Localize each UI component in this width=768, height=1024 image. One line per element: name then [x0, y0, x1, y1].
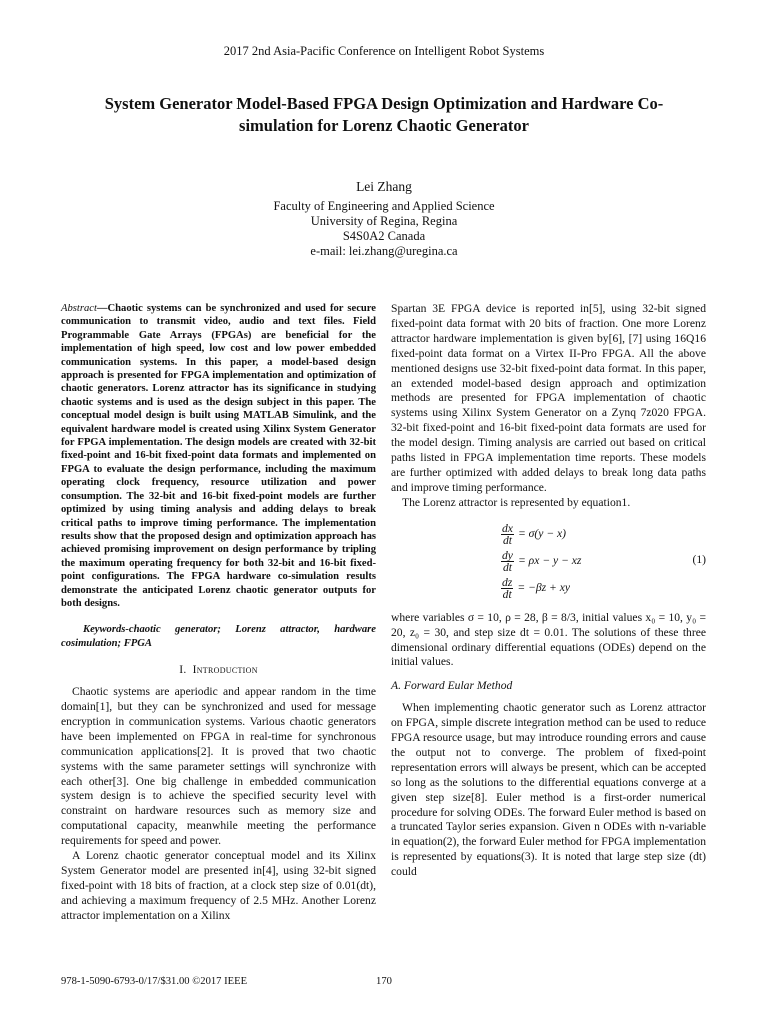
affiliation-postal: S4S0A2 Canada [342, 229, 426, 243]
derivative-denominator: dt [502, 587, 512, 601]
derivative-numerator: dx [502, 521, 513, 535]
subsection-heading: A. Forward Eular Method [391, 679, 513, 693]
right-paragraph-2: The Lorenz attractor is represented by equation1. [402, 495, 631, 509]
section-title: Introduction [192, 663, 258, 677]
derivative-dy-dt [501, 550, 514, 573]
derivative-denominator: dt [502, 533, 512, 547]
equation-number: (1) [692, 552, 706, 566]
derivative-numerator: dz [502, 575, 513, 589]
right-paragraph-4: When implementing chaotic generator such as Lorenz attractor on FPGA, simple discrete integration method can be used to reduce FPGA resource usage, but may introduce rounding errors and cause the output not to converge. The problem of fixed-point representation errors will always be present, which can be accepted so long as the solutions to the differential equations converge at a given step size[8]. Euler method is a first-order numerical procedure for solving ODEs. The forward Euler method is based on a truncated Taylor series expansion. Given n ODEs with n-variable in equation(2), the forward Euler method for FPGA implementation is represented by equations(3). It is noted that large step size (dt) could [391, 701, 706, 879]
author-name: Lei Zhang [356, 179, 412, 194]
abstract-text: Chaotic systems can be synchronized and used for secure communication to transmit video, audio and text files. Field Programmable Gate Arrays (FPGAs) are beneficial for the implementation of high speed, low cost and low power embedded communication systems. In this paper, a model-based design approach is presented for FPGA implementation and optimization of chaotic generators. Lorenz attractor has its significance in studying chaotic systems and is used as the design subject in this paper. The conceptual model design is built using MATLAB Simulink, and the equivalent hardware model is created using Xilinx System Generator for FPGA implementation. The design models are created with 32-bit fixed-point and 16-bit fixed-point data formats and implemented on FPGA to evaluate the design performance, including the maximum operating clock frequency, resource utilization and power consumption. The 32-bit and 16-bit fixed-point models are further optimized by using timing analysis and adding delays to break critical paths to improve timing performance. The implementation results show that the proposed design and optimization approach has achieved promising improvement on design performance by tripling the maximum operating frequency for both 32-bit and 16-bit fixed-point configurations. The FPGA hardware co-simulation results demonstrate the anticipated Lorenz chaotic generator outputs for both designs. [61, 303, 376, 609]
footer-isbn: 978-1-5090-6793-0/17/$31.00 ©2017 IEEE [61, 976, 248, 987]
derivative-dz-dt [501, 577, 513, 600]
abstract-dash: — [96, 303, 108, 314]
abstract [61, 302, 376, 610]
derivative-dx-dt [501, 523, 514, 546]
author-affiliation [0, 199, 768, 259]
title-line-1: System Generator Model-Based FPGA Design Optimization and Hardware Co- [104, 94, 664, 113]
equation-rhs: = ρx − y − xz [517, 553, 582, 567]
conference-header: 2017 2nd Asia-Pacific Conference on Intelligent Robot Systems [223, 44, 545, 58]
equation-rhs: = σ(y − x) [517, 526, 567, 540]
paper-title [60, 93, 708, 137]
equation-row-dx [501, 521, 581, 548]
right-paragraph-1: Spartan 3E FPGA device is reported in[5], using 32-bit signed fixed-point data format with 20 bits of fraction. One more Lorenz attractor hardware implementation is given by[6], [7] using 16Q16 fixed-point data format on a Virtex II-Pro FPGA. All the above mentioned designs use 32-bit fixed-point data format. In this paper, an extended model-based design approach and optimization methods are presented for FPGA implementation of chaotic systems using Xilinx System Generator on a Zynq 7z020 FPGA. 32-bit fixed-point and 16-bit fixed-point data formats are used for the model design. Timing analysis are carried out based on critical paths listed in FPGA implementation time reports. These models are further optimized with added delays to break long data paths and improve timing performance. [391, 302, 706, 494]
abstract-label: Abstract [61, 303, 97, 314]
left-column [61, 302, 376, 924]
equation-row-dy [501, 548, 581, 575]
right-column [391, 302, 706, 880]
equation-row-dz [501, 575, 581, 602]
affiliation-faculty: Faculty of Engineering and Applied Science [273, 199, 495, 213]
derivative-numerator: dy [502, 548, 513, 562]
page-number: 170 [376, 976, 392, 987]
equation-rows [501, 521, 581, 602]
derivative-denominator: dt [502, 560, 512, 574]
section-heading-introduction [61, 663, 376, 678]
lorenz-equation [391, 521, 706, 603]
intro-paragraph-2: A Lorenz chaotic generator conceptual model and its Xilinx System Generator model are presented in[4], using 32-bit signed fixed-point with 18 bits of fraction, at a clock step size of 0.01(dt), and achieving a maximum frequency of 2.5 MHz. Another Lorenz attractor implementation on a Xilinx [61, 849, 376, 922]
equation-rhs: = −βz + xy [517, 580, 571, 594]
affiliation-email: e-mail: lei.zhang@uregina.ca [310, 244, 458, 258]
intro-paragraph-1: Chaotic systems are aperiodic and appear random in the time domain[1], but they can be synchronized and used for message encryption in communication systems. Various chaotic generators have been implemented on FPGA in real-time for synchronous communication applications[2]. It is proved that two chaotic systems with the same parameter settings will synchronize with each other[3]. One big challenge in embedded communication system design is to achieve the specified security level with constraint on hardware resources such as memory size and computational capacity, meanwhile meeting the performance requirements for speed and power. [61, 685, 376, 848]
section-number: I. [179, 663, 187, 677]
title-line-2: simulation for Lorenz Chaotic Generator [239, 116, 529, 135]
keywords: Keywords-chaotic generator; Lorenz attractor, hardware cosimulation; FPGA [61, 624, 376, 649]
right-paragraph-3: where variables σ = 10, ρ = 28, β = 8/3, initial values x₀ = 10, y₀ = 20, z₀ = 30, and step size dt = 0.01. The solutions of these three dimensional ordinary differential equations (ODEs) depend on the initial values. [391, 610, 706, 669]
affiliation-university: University of Regina, Regina [310, 214, 458, 228]
